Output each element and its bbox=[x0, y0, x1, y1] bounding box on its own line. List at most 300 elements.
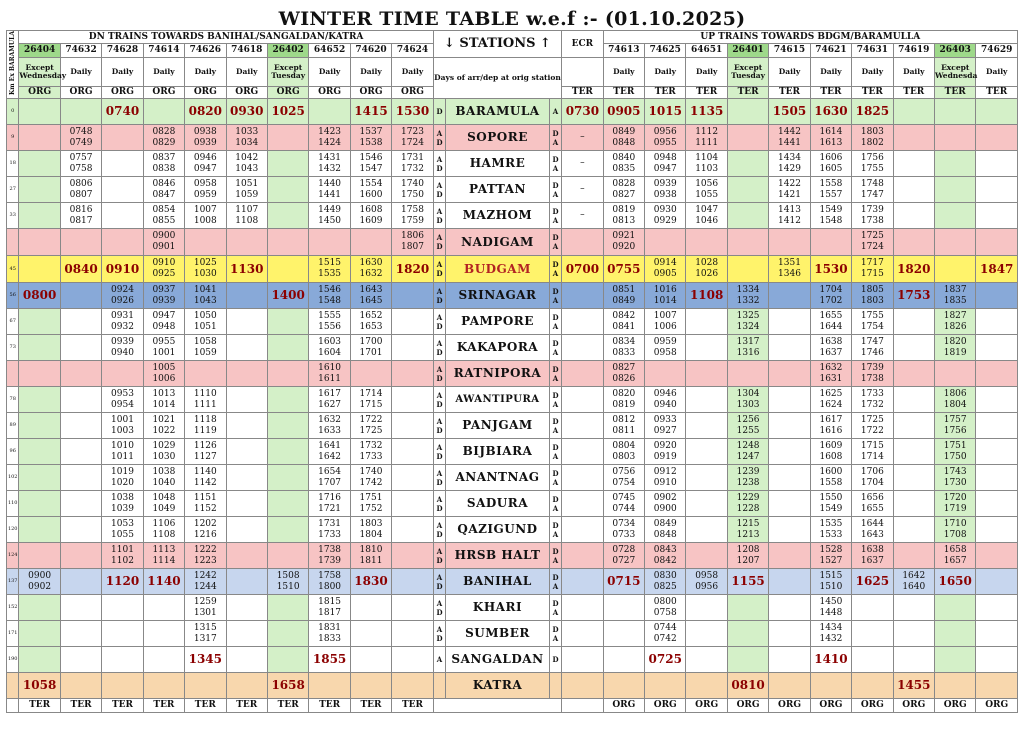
time-value: 1723 bbox=[401, 126, 424, 137]
days-of-run bbox=[226, 58, 267, 87]
time-value: 1604 bbox=[318, 347, 342, 358]
time-value: 0919 bbox=[653, 451, 677, 462]
terminal-label: TER bbox=[903, 87, 925, 98]
time-value: 0926 bbox=[111, 295, 134, 306]
time-value: 1421 bbox=[778, 189, 801, 200]
time-value: 1140 bbox=[147, 574, 181, 589]
terminal-label: TER bbox=[861, 87, 883, 98]
time-cell bbox=[309, 203, 350, 229]
time-cell bbox=[19, 595, 60, 621]
time-value: 1546 bbox=[318, 284, 342, 295]
time-value: 1013 bbox=[152, 388, 176, 399]
time-cell bbox=[226, 125, 267, 151]
stations-header bbox=[433, 31, 561, 58]
station-name-label: KATRA bbox=[472, 678, 523, 693]
time-cell bbox=[102, 439, 143, 465]
time-cell bbox=[309, 151, 350, 177]
time-cell bbox=[185, 256, 226, 283]
time-value: 0900 bbox=[152, 231, 176, 242]
time-value: 1450 bbox=[819, 596, 843, 607]
time-cell bbox=[392, 413, 434, 439]
time-cell bbox=[267, 543, 308, 569]
time-cell bbox=[185, 569, 226, 595]
km-cell bbox=[7, 595, 19, 621]
time-value: – bbox=[580, 210, 585, 221]
station-name-label: QAZIGUND bbox=[457, 522, 538, 537]
time-cell bbox=[102, 229, 143, 256]
station-name-label: PATTAN bbox=[469, 182, 526, 197]
km-cell bbox=[7, 465, 19, 491]
time-value: 1820 bbox=[897, 261, 931, 276]
time-value: 0810 bbox=[731, 678, 765, 693]
station-row bbox=[7, 491, 1018, 517]
time-cell bbox=[893, 335, 934, 361]
time-cell bbox=[267, 621, 308, 647]
arr-dep-code: D bbox=[552, 624, 559, 634]
time-cell bbox=[603, 151, 644, 177]
time-cell bbox=[392, 203, 434, 229]
time-cell bbox=[976, 647, 1018, 673]
ecr-cell bbox=[562, 413, 603, 439]
time-cell bbox=[350, 256, 391, 283]
time-value: 1442 bbox=[778, 126, 801, 137]
arr-dep-code: D bbox=[552, 390, 559, 400]
time-cell bbox=[603, 621, 644, 647]
time-cell bbox=[810, 283, 851, 309]
time-cell bbox=[226, 256, 267, 283]
days-of-run bbox=[392, 58, 434, 87]
origin-label: ORG bbox=[110, 87, 134, 98]
arr-dep-right bbox=[549, 99, 561, 125]
arr-dep-code: A bbox=[436, 260, 443, 270]
time-value: 1048 bbox=[152, 492, 176, 503]
time-value: 1332 bbox=[736, 295, 760, 306]
station-name bbox=[446, 387, 550, 413]
time-value: 0740 bbox=[105, 104, 140, 119]
time-cell bbox=[185, 491, 226, 517]
time-value: 0849 bbox=[653, 518, 677, 529]
time-value: 1750 bbox=[401, 189, 424, 200]
time-value: 1510 bbox=[276, 581, 300, 592]
terminal-label: TER bbox=[986, 87, 1008, 98]
time-cell bbox=[934, 151, 975, 177]
days-label: Except Tuesday bbox=[731, 63, 765, 80]
station-name bbox=[446, 491, 550, 517]
time-value: 0813 bbox=[612, 215, 636, 226]
time-cell bbox=[226, 621, 267, 647]
time-value: 1644 bbox=[819, 321, 843, 332]
arr-dep-code: A bbox=[436, 655, 443, 665]
time-cell bbox=[350, 387, 391, 413]
time-cell bbox=[267, 256, 308, 283]
arr-dep-right bbox=[549, 151, 561, 177]
time-cell bbox=[350, 335, 391, 361]
time-value: 1730 bbox=[943, 477, 967, 488]
time-value: 0930 bbox=[653, 204, 677, 215]
time-cell bbox=[852, 361, 893, 387]
time-value: 1247 bbox=[736, 451, 760, 462]
time-cell bbox=[645, 361, 686, 387]
time-cell bbox=[603, 465, 644, 491]
days-of-run bbox=[810, 58, 851, 87]
time-value: 1449 bbox=[318, 204, 342, 215]
time-value: 0807 bbox=[69, 189, 93, 200]
time-value: 1215 bbox=[736, 518, 760, 529]
time-cell bbox=[810, 465, 851, 491]
time-value: 1715 bbox=[860, 269, 884, 280]
km-cell bbox=[7, 283, 19, 309]
time-cell bbox=[810, 151, 851, 177]
time-cell bbox=[852, 151, 893, 177]
time-cell bbox=[60, 595, 101, 621]
time-value: 0921 bbox=[612, 231, 636, 242]
time-value: 1617 bbox=[318, 388, 342, 399]
time-value: 0948 bbox=[152, 321, 176, 332]
arrow-down-icon: ↓ bbox=[444, 35, 455, 51]
time-cell bbox=[143, 413, 184, 439]
station-name bbox=[446, 465, 550, 491]
footer-label: ORG bbox=[985, 700, 1009, 711]
time-value: 1259 bbox=[193, 596, 217, 607]
arr-dep-code: A bbox=[436, 154, 443, 164]
time-cell bbox=[727, 543, 768, 569]
time-value: 1747 bbox=[860, 336, 884, 347]
time-cell bbox=[143, 569, 184, 595]
arr-dep-right bbox=[549, 361, 561, 387]
dn-direction-header bbox=[19, 31, 433, 44]
time-value: 1830 bbox=[354, 574, 388, 589]
footer-label: ORG bbox=[778, 700, 802, 711]
time-value: 1803 bbox=[359, 518, 383, 529]
time-cell bbox=[19, 387, 60, 413]
time-cell bbox=[603, 413, 644, 439]
time-value: 0959 bbox=[193, 189, 217, 200]
time-value: 1758 bbox=[401, 204, 424, 215]
time-cell bbox=[976, 413, 1018, 439]
time-cell bbox=[852, 465, 893, 491]
train-number-label: 74628 bbox=[106, 45, 139, 55]
time-cell bbox=[934, 595, 975, 621]
time-cell bbox=[645, 621, 686, 647]
time-cell bbox=[19, 621, 60, 647]
time-value: 1112 bbox=[695, 126, 719, 137]
time-value: 1756 bbox=[943, 425, 967, 436]
time-value: 1654 bbox=[318, 466, 342, 477]
time-value: 1820 bbox=[943, 336, 967, 347]
km-cell bbox=[7, 647, 19, 673]
time-cell bbox=[309, 647, 350, 673]
arr-dep-right bbox=[549, 465, 561, 491]
arr-dep-code: D bbox=[552, 598, 559, 608]
time-cell bbox=[185, 543, 226, 569]
ecr-cell bbox=[562, 465, 603, 491]
time-cell bbox=[309, 283, 350, 309]
arr-dep-code: A bbox=[436, 546, 443, 556]
station-row bbox=[7, 309, 1018, 335]
arr-dep-code: A bbox=[552, 503, 559, 513]
terminal-label: TER bbox=[613, 87, 635, 98]
time-value: 1440 bbox=[318, 178, 342, 189]
train-number bbox=[19, 44, 60, 58]
time-cell bbox=[226, 595, 267, 621]
time-cell bbox=[976, 569, 1018, 595]
time-cell bbox=[60, 647, 101, 673]
arr-dep-left bbox=[433, 177, 445, 203]
time-cell bbox=[143, 99, 184, 125]
time-cell bbox=[392, 387, 434, 413]
time-value: 1108 bbox=[689, 288, 724, 303]
arr-dep-code: A bbox=[552, 163, 559, 173]
time-value: 1530 bbox=[814, 261, 848, 276]
days-label: Daily bbox=[695, 67, 718, 76]
footer-marker bbox=[143, 699, 184, 713]
time-cell bbox=[19, 543, 60, 569]
station-name-label: MAZHOM bbox=[462, 208, 533, 223]
origin-label: ORG bbox=[152, 87, 176, 98]
time-value: 1732 bbox=[860, 399, 884, 410]
km-value: 67 bbox=[9, 318, 16, 325]
time-value: 1802 bbox=[860, 137, 884, 148]
up-direction-label: UP TRAINS TOWARDS BDGM/BARAMULLA bbox=[700, 31, 921, 42]
time-cell bbox=[102, 595, 143, 621]
km-cell bbox=[7, 125, 19, 151]
station-name bbox=[446, 283, 550, 309]
time-value: 1055 bbox=[695, 189, 719, 200]
time-cell bbox=[769, 283, 810, 309]
time-value: 1743 bbox=[943, 466, 967, 477]
time-value: 1126 bbox=[193, 440, 217, 451]
arr-dep-code: A bbox=[436, 286, 443, 296]
days-of-run bbox=[686, 58, 727, 87]
time-value: 0929 bbox=[653, 215, 677, 226]
time-cell bbox=[893, 595, 934, 621]
station-row bbox=[7, 413, 1018, 439]
train-number-label: 74614 bbox=[148, 45, 180, 55]
arr-dep-right bbox=[549, 621, 561, 647]
time-value: 1756 bbox=[860, 152, 884, 163]
time-cell bbox=[727, 595, 768, 621]
time-cell bbox=[645, 647, 686, 673]
time-value: 1535 bbox=[819, 518, 843, 529]
time-cell bbox=[727, 621, 768, 647]
time-cell bbox=[934, 309, 975, 335]
time-cell bbox=[309, 256, 350, 283]
time-value: 0817 bbox=[69, 215, 93, 226]
time-value: 1815 bbox=[318, 596, 342, 607]
arr-dep-code: D bbox=[436, 633, 443, 643]
time-cell bbox=[603, 335, 644, 361]
time-value: 0848 bbox=[653, 529, 677, 540]
time-cell bbox=[185, 595, 226, 621]
time-value: 1151 bbox=[193, 492, 217, 503]
km-cell bbox=[7, 543, 19, 569]
time-value: 1758 bbox=[318, 570, 342, 581]
time-value: 1652 bbox=[359, 310, 383, 321]
time-cell bbox=[934, 256, 975, 283]
time-cell bbox=[810, 569, 851, 595]
time-value: 1104 bbox=[695, 152, 719, 163]
time-value: 1715 bbox=[860, 440, 884, 451]
time-cell bbox=[976, 361, 1018, 387]
time-cell bbox=[727, 203, 768, 229]
km-cell bbox=[7, 517, 19, 543]
time-value: 1548 bbox=[318, 295, 342, 306]
time-value: 0946 bbox=[653, 388, 677, 399]
time-value: 0849 bbox=[612, 295, 636, 306]
time-cell bbox=[350, 151, 391, 177]
time-cell bbox=[769, 569, 810, 595]
arr-dep-code: D bbox=[436, 107, 443, 117]
time-value: 1111 bbox=[695, 137, 719, 148]
days-of-run bbox=[603, 58, 644, 87]
time-value: 1058 bbox=[193, 336, 217, 347]
time-cell bbox=[893, 99, 934, 125]
time-cell bbox=[934, 569, 975, 595]
time-cell bbox=[686, 256, 727, 283]
time-value: 1248 bbox=[736, 440, 760, 451]
station-name-label: SOPORE bbox=[467, 130, 528, 145]
terminal-marker bbox=[852, 87, 893, 99]
time-value: 1827 bbox=[943, 310, 967, 321]
train-number bbox=[934, 44, 975, 58]
time-value: 1515 bbox=[819, 570, 843, 581]
ecr-days bbox=[562, 58, 603, 87]
time-value: 1714 bbox=[860, 451, 884, 462]
time-value: 1754 bbox=[860, 321, 884, 332]
arr-dep-right bbox=[549, 387, 561, 413]
time-value: 1010 bbox=[111, 440, 134, 451]
time-value: 0819 bbox=[612, 399, 636, 410]
time-cell bbox=[976, 229, 1018, 256]
train-number bbox=[267, 44, 308, 58]
arr-dep-code: A bbox=[436, 390, 443, 400]
time-cell bbox=[143, 673, 184, 699]
time-value: 0854 bbox=[152, 204, 176, 215]
time-cell bbox=[769, 673, 810, 699]
time-cell bbox=[769, 595, 810, 621]
days-label: Daily bbox=[778, 67, 801, 76]
time-value: 1704 bbox=[819, 284, 843, 295]
time-cell bbox=[893, 283, 934, 309]
time-cell bbox=[185, 177, 226, 203]
time-value: 1508 bbox=[276, 570, 300, 581]
time-value: 1515 bbox=[318, 258, 342, 269]
arr-dep-code: A bbox=[552, 373, 559, 383]
days-label: Daily bbox=[654, 67, 676, 76]
arr-dep-code: D bbox=[552, 180, 559, 190]
time-value: 0800 bbox=[653, 596, 677, 607]
time-value: 1837 bbox=[943, 284, 967, 295]
arr-dep-code: D bbox=[436, 321, 443, 331]
time-value: 1625 bbox=[855, 574, 890, 589]
arr-dep-right bbox=[549, 413, 561, 439]
station-name-label: ANANTNAG bbox=[455, 470, 540, 485]
train-number bbox=[143, 44, 184, 58]
time-cell bbox=[727, 309, 768, 335]
time-cell bbox=[19, 309, 60, 335]
time-cell bbox=[976, 517, 1018, 543]
time-cell bbox=[60, 387, 101, 413]
time-cell bbox=[852, 673, 893, 699]
time-value: 1030 bbox=[193, 269, 217, 280]
time-value: 1014 bbox=[653, 295, 677, 306]
footer-marker bbox=[603, 699, 644, 713]
time-cell bbox=[686, 569, 727, 595]
time-cell bbox=[686, 595, 727, 621]
station-name bbox=[446, 99, 550, 125]
time-cell bbox=[893, 439, 934, 465]
station-name bbox=[446, 673, 550, 699]
time-value: 1715 bbox=[359, 399, 383, 410]
time-value: 1805 bbox=[860, 284, 884, 295]
km-cell bbox=[7, 203, 19, 229]
time-cell bbox=[19, 125, 60, 151]
time-cell bbox=[392, 361, 434, 387]
time-value: 1750 bbox=[943, 451, 967, 462]
time-cell bbox=[603, 361, 644, 387]
time-cell bbox=[976, 543, 1018, 569]
km-header bbox=[7, 31, 19, 99]
origin-label: ORG bbox=[400, 87, 424, 98]
arr-dep-code: A bbox=[552, 242, 559, 252]
train-number bbox=[810, 44, 851, 58]
time-value: 1724 bbox=[860, 242, 884, 253]
arr-dep-code: D bbox=[436, 347, 443, 357]
origin-marker bbox=[350, 87, 391, 99]
time-value: 0947 bbox=[653, 163, 677, 174]
time-cell bbox=[645, 256, 686, 283]
time-cell bbox=[976, 595, 1018, 621]
arr-dep-code: D bbox=[552, 416, 559, 426]
time-value: 1740 bbox=[359, 466, 383, 477]
time-cell bbox=[976, 125, 1018, 151]
time-value: 1606 bbox=[819, 152, 843, 163]
time-cell bbox=[934, 99, 975, 125]
arr-dep-code: A bbox=[436, 624, 443, 634]
time-cell bbox=[143, 283, 184, 309]
time-value: 1108 bbox=[152, 529, 176, 540]
time-value: 0938 bbox=[193, 126, 217, 137]
time-value: 1213 bbox=[736, 529, 760, 540]
days-label: Daily bbox=[861, 67, 884, 76]
time-cell bbox=[893, 491, 934, 517]
arr-dep-left bbox=[433, 413, 445, 439]
time-cell bbox=[226, 335, 267, 361]
origin-label: ORG bbox=[235, 87, 259, 98]
time-cell bbox=[350, 569, 391, 595]
time-cell bbox=[727, 177, 768, 203]
time-value: 1640 bbox=[902, 581, 926, 592]
time-cell bbox=[810, 413, 851, 439]
time-cell bbox=[686, 151, 727, 177]
train-number-label: 74631 bbox=[856, 45, 888, 55]
time-cell bbox=[769, 387, 810, 413]
origin-marker bbox=[102, 87, 143, 99]
time-cell bbox=[350, 283, 391, 309]
time-value: 1800 bbox=[318, 581, 342, 592]
time-value: 0958 bbox=[653, 347, 677, 358]
time-value: 1558 bbox=[819, 477, 843, 488]
time-value: 1006 bbox=[152, 373, 176, 384]
time-value: 1645 bbox=[359, 295, 383, 306]
days-of-run bbox=[185, 58, 226, 87]
time-cell bbox=[309, 673, 350, 699]
footer-marker bbox=[769, 699, 810, 713]
days-label: Daily bbox=[70, 67, 92, 76]
time-cell bbox=[102, 99, 143, 125]
time-cell bbox=[185, 361, 226, 387]
origin-label: ORG bbox=[359, 87, 383, 98]
